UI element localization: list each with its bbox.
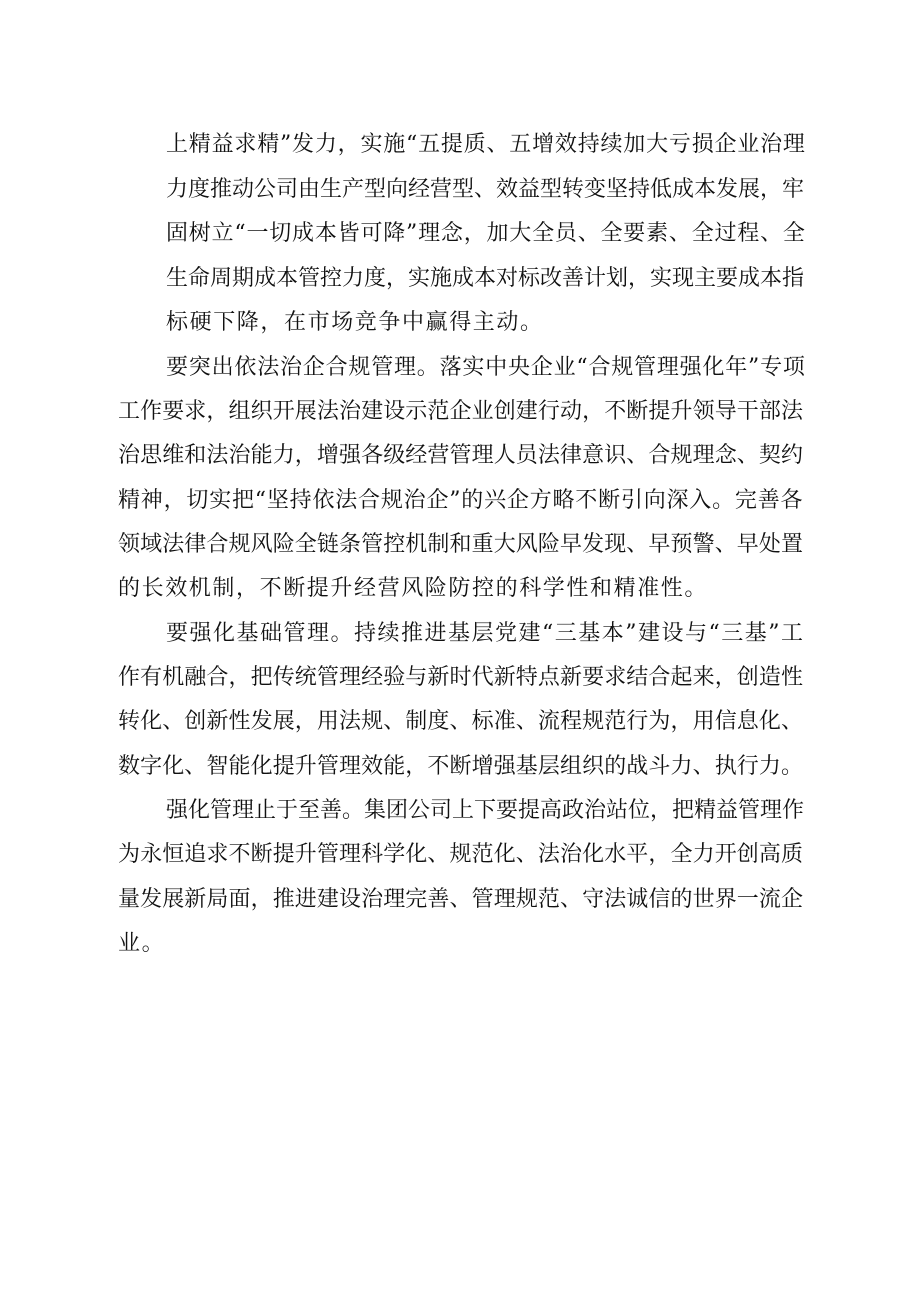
paragraph-line: 要强化基础管理。持续推进基层党建“三基本”建设与“三基”工 xyxy=(166,621,805,646)
paragraph-line: 精神，切实把“坚持依法合规治企”的兴企方略不断引向深入。完善各 xyxy=(118,488,804,513)
paragraph-line: 强化管理止于至善。集团公司上下要提高政治站位，把精益管理作 xyxy=(166,798,805,823)
paragraph-line: 领域法律合规风险全链条管控机制和重大风险早发现、早预警、早处置 xyxy=(118,532,804,557)
paragraph-line: 要突出依法治企合规管理。落实中央企业“合规管理强化年”专项 xyxy=(166,355,806,380)
paragraph-line: 工作要求，组织开展法治建设示范企业创建行动，不断提升领导干部法 xyxy=(118,399,804,424)
paragraph-line: 作有机融合，把传统管理经验与新时代新特点新要求结合起来，创造性 xyxy=(118,665,804,690)
paragraph-line: 固树立“一切成本皆可降”理念，加大全员、全要素、全过程、全 xyxy=(166,221,806,246)
paragraph-line: 量发展新局面，推进建设治理完善、管理规范、守法诚信的世界一流企 xyxy=(118,887,804,912)
paragraph-line: 业。 xyxy=(118,931,166,956)
paragraph-line: 转化、创新性发展，用法规、制度、标准、流程规范行为，用信息化、 xyxy=(118,709,804,734)
paragraph-line: 力度推动公司由生产型向经营型、效益型转变坚持低成本发展，牢 xyxy=(166,177,805,202)
paragraph-line: 为永恒追求不断提升管理科学化、规范化、法治化水平，全力开创高质 xyxy=(118,842,804,867)
paragraph-line: 上精益求精”发力，实施“五提质、五增效持续加大亏损企业治理 xyxy=(166,132,806,157)
paragraph-line: 数字化、智能化提升管理效能，不断增强基层组织的战斗力、执行力。 xyxy=(118,754,804,779)
paragraph-line: 治思维和法治能力，增强各级经营管理人员法律意识、合规理念、契约 xyxy=(118,443,804,468)
paragraph-line: 的长效机制，不断提升经营风险防控的科学性和精准性。 xyxy=(118,576,709,601)
paragraph-line: 生命周期成本管控力度，实施成本对标改善计划，实现主要成本指 xyxy=(166,266,805,291)
paragraph-line: 标硬下降，在市场竞争中赢得主动。 xyxy=(166,310,544,335)
